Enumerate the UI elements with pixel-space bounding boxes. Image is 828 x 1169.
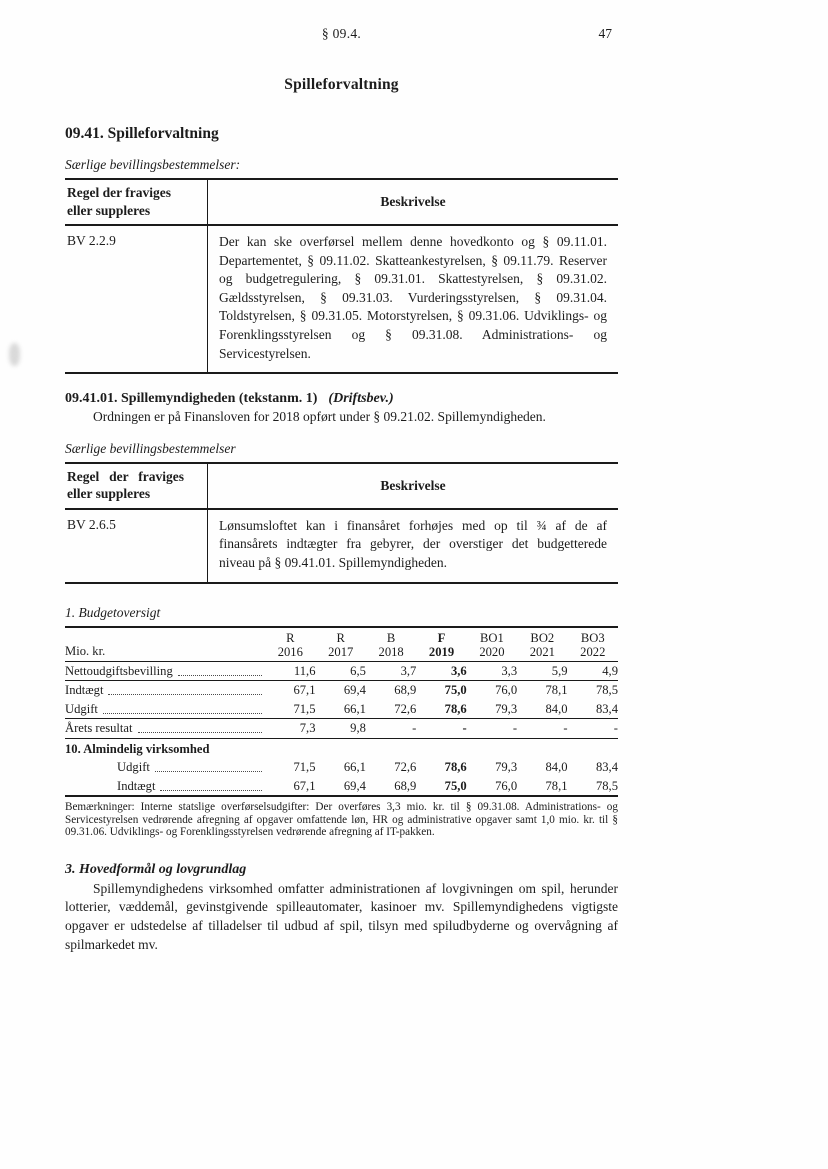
- section-0941-heading: 09.41. Spilleforvaltning: [65, 125, 219, 142]
- budget-table: [65, 626, 618, 798]
- table2-col1-header-line1: Regel der fraviges: [67, 468, 184, 484]
- budget-row-udgift: Udgift 71,5 66,1 72,6 78,6 79,3 84,0 83,4: [65, 701, 618, 716]
- budget-row-nettoudgiftsbevilling: Nettoudgiftsbevilling 11,6 6,5 3,7 3,6 3,3 5,9 4,9: [65, 663, 618, 678]
- dotted-leader: [178, 675, 262, 676]
- dotted-leader: [155, 771, 262, 772]
- budget-col-bo2-2021: BO2 2021: [517, 627, 567, 662]
- table1-col1-header-line2: eller suppleres: [67, 202, 151, 218]
- section-3-body: Spillemyndighedens virksomhed omfatter administrationen af lovgivningen om spil, herunder lotterier, væddemål, gevinstgivende spilleautomater, kasinoer mv. Spillemyndighedens vigtigste opgaver er udstedelse af tilladelser til udbud af spil, tilsyn med spiludbyderne og overvågning af spilmarkedet mv.: [65, 880, 618, 952]
- table1-rule-cell: BV 2.2.9: [67, 233, 116, 248]
- budget-table-header: [65, 627, 618, 662]
- table2-col1-header-line2: eller suppleres: [67, 486, 151, 502]
- budget-unit-label: Mio. kr.: [65, 627, 265, 662]
- bestemmelser-label-2: Særlige bevillingsbestemmelser: [65, 440, 236, 456]
- section-094101-intro: Ordningen er på Finansloven for 2018 opført under § 09.21.02. Spillemyndigheden.: [93, 409, 546, 425]
- table1-description-cell: Der kan ske overførsel mellem denne hovedkonto og § 09.11.01. Departementet, § 09.11.02. Skatteankestyrelsen, § 09.11.79. Reserver og budgetregulering, § 09.31.01. Skattestyrelsen, § 09.31.02. Gældsstyrelsen, § 09.31.03. Vurderingsstyrelsen, § 09.31.04. Toldstyrelsen, § 09.31.05. Motorstyrelsen, § 09.31.06. Udviklings- og Forenklingsstyrelsen og § 09.31.08. Administrations- og Servicestyrelsen.: [207, 226, 618, 372]
- table2-description-cell: Lønsumsloftet kan i finansåret forhøjes med op til ¾ af de af finansårets indtægter fra gebyrer, der overstiger det budgetterede niveau på § 09.41.01. Spillemyndigheden.: [207, 510, 618, 582]
- page-content: [65, 0, 618, 954]
- table1-col1-header-line1: Regel der fraviges: [67, 185, 171, 200]
- table1-col2-header: Beskrivelse: [207, 180, 618, 226]
- budget-col-r2016: R 2016: [265, 627, 315, 662]
- dotted-leader: [160, 790, 262, 791]
- table2-col1-header: [65, 464, 207, 510]
- section-094101-heading-driftsbev: (Driftsbev.): [328, 391, 394, 407]
- budget-row-indtaegt: Indtægt 67,1 69,4 68,9 75,0 76,0 78,1 78,5: [65, 681, 618, 700]
- scan-smudge-artifact: [9, 343, 20, 366]
- dotted-leader: [138, 732, 263, 733]
- budget-col-b2018: B 2018: [366, 627, 416, 662]
- budget-row-group-indtaegt: Indtægt 67,1 69,4 68,9 75,0 76,0 78,1 78,5: [117, 778, 618, 793]
- page-header: [65, 26, 618, 43]
- budget-col-f2019: F 2019: [416, 627, 466, 662]
- budget-col-r2017: R 2017: [316, 627, 366, 662]
- bestemmelser-table-1: [65, 178, 618, 374]
- section-3-heading: 3. Hovedformål og lovgrundlag: [65, 861, 247, 877]
- section-094101-heading: [65, 391, 618, 407]
- section-094101-heading-main: 09.41.01. Spillemyndigheden (tekstanm. 1): [65, 391, 318, 407]
- header-section-ref: § 09.4.: [321, 26, 362, 41]
- bestemmelser-table-2: [65, 462, 618, 584]
- budget-row-group-udgift: Udgift 71,5 66,1 72,6 78,6 79,3 84,0 83,4: [117, 760, 618, 775]
- budget-col-bo1-2020: BO1 2020: [467, 627, 517, 662]
- table2-rule-cell: BV 2.6.5: [67, 516, 116, 532]
- budget-heading: 1. Budgetoversigt: [65, 604, 161, 620]
- budget-group-header-row: [65, 738, 618, 758]
- document-title: Spilleforvaltning: [284, 76, 399, 93]
- budget-col-bo3-2022: BO3 2022: [568, 627, 618, 662]
- table1-col1-header: [65, 180, 207, 226]
- page-number: 47: [598, 26, 612, 41]
- budget-group-header: 10. Almindelig virksomhed: [65, 738, 618, 758]
- dotted-leader: [103, 713, 262, 714]
- budget-remarks: Bemærkninger: Interne statslige overførselsudgifter: Der overføres 3,3 mio. kr. til § 09.31.08. Administrations- og Servicestyrelsen vedrørende afregning af opgaver omfattende løn, HR og administrative opgaver samt 1,0 mio. kr. til § 09.31.06. Udviklings- og Forenklingsstyrelsen vedrørende afregning af IT-pakken.: [65, 801, 618, 839]
- bestemmelser-label-1: Særlige bevillingsbestemmelser:: [65, 157, 241, 172]
- table2-col2-header: Beskrivelse: [207, 464, 618, 510]
- dotted-leader: [108, 694, 262, 695]
- budget-row-aarets-resultat: Årets resultat 7,3 9,8 - - - - -: [65, 719, 618, 739]
